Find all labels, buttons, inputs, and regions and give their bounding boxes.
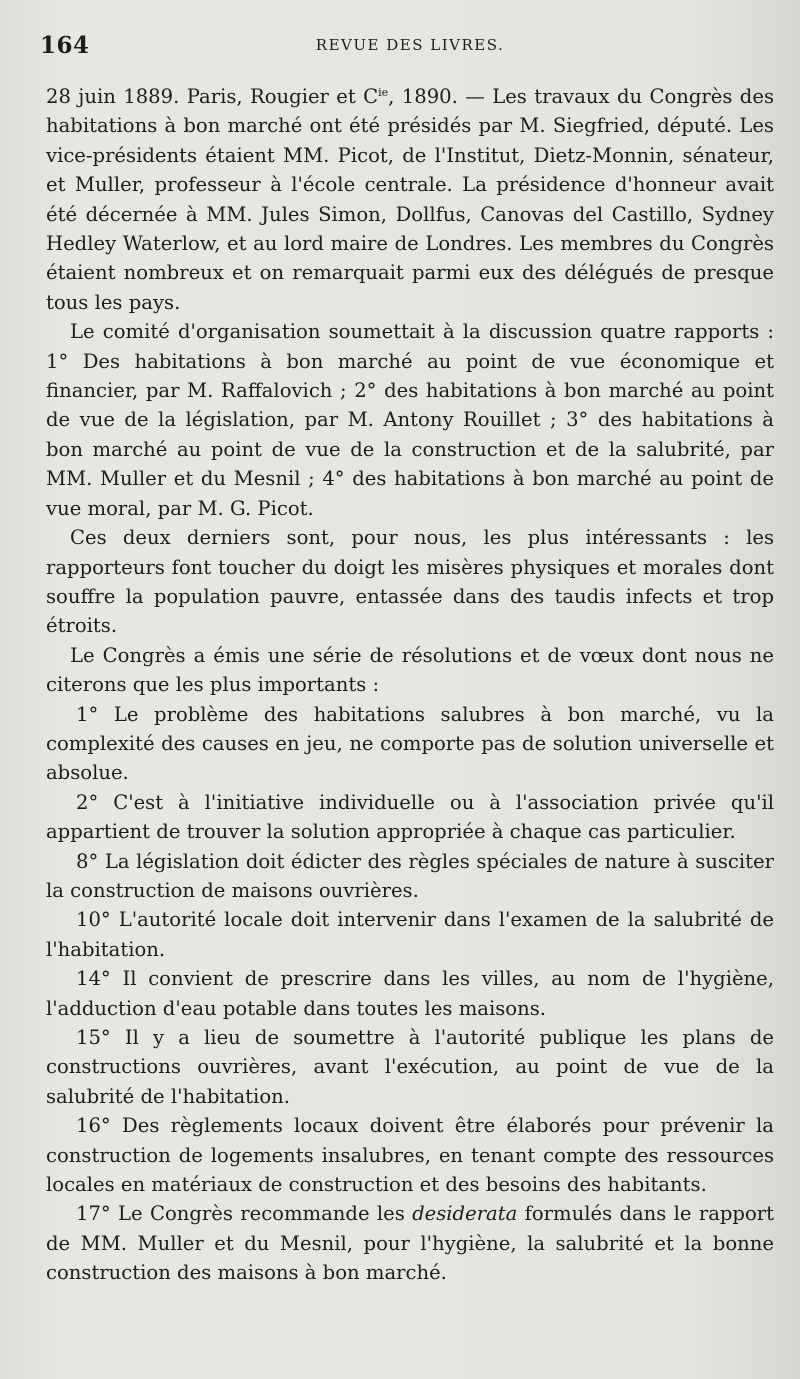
resolution-item: 16° Des règlements locaux doivent être élaborés pour prévenir la construction de logements insalubres, en tenant compte des ressources locales en matériaux de construction et des besoins des habitants. <box>46 1114 774 1197</box>
page-header <box>40 30 774 82</box>
paragraph-resolutions-intro: Le Congrès a émis une série de résolutions et de vœux dont nous ne citerons que les plus importants : <box>46 643 774 697</box>
paragraph-rapporteurs: Ces deux derniers sont, pour nous, les plus intéressants : les rapporteurs font toucher du doigt les misères physiques et morales dont souffre la population pauvre, entassée dans des taudis infects et trop étroits. <box>46 526 774 638</box>
paragraph-continuation: 28 juin 1889. Paris, Rougier et $C^{ie}$, 1890. — Les travaux du Congrès des habitations à bon marché ont été présidés par M. Siegfried, député. Les vice-présidents étaient MM. Picot, de l'Institut, Dietz-Monnin, sénateur, et Muller, professeur à l'école centrale. La présidence d'honneur avait été décernée à MM. Jules Simon, Dollfus, Canovas del Castillo, Sydney Hedley Waterlow, et au lord maire de Londres. Les membres du Congrès étaient nombreux et on remarquait parmi eux des délégués de presque tous les pays. <box>46 85 775 314</box>
paragraph-rapports: Le comité d'organisation soumettait à la discussion quatre rapports : 1° Des habitations à bon marché au point de vue économique et financier, par M. Raffalovich ; 2° des habitations à bon marché au point de vue de la législation, par M. Antony Rouillet ; 3° des habitations à bon marché au point de vue de la construction et de la salubrité, par MM. Muller et du Mesnil ; 4° des habitations à bon marché au point de vue moral, par M. G. Picot. <box>46 320 774 520</box>
resolution-item: 14° Il convient de prescrire dans les villes, au nom de l'hygiène, l'adduction d'eau potable dans toutes les maisons. <box>46 967 774 1020</box>
page-number: 164 <box>40 32 90 59</box>
running-title: REVUE DES LIVRES. <box>315 36 505 54</box>
resolution-item: 10° L'autorité locale doit intervenir dans l'examen de la salubrité de l'habitation. <box>46 908 774 961</box>
resolution-item: 15° Il y a lieu de soumettre à l'autorité publique les plans de constructions ouvrières, avant l'exécution, au point de vue de la salubrité de l'habitation. <box>46 1026 774 1108</box>
resolution-item: 17° Le Congrès recommande les desiderata formulés dans le rapport de MM. Muller et du Mesnil, pour l'hygiène, la salubrité et la bonne construction des maisons à bon marché. <box>46 1202 774 1285</box>
italic-desiderata: desiderata <box>412 1202 518 1226</box>
resolution-item: 8° La législation doit édicter des règles spéciales de nature à susciter la construction de maisons ouvrières. <box>46 849 774 902</box>
resolution-item: 1° Le problème des habitations salubres à bon marché, vu la complexité des causes en jeu, ne comporte pas de solution universelle et absolue. <box>46 702 774 785</box>
superscript-ie: ie <box>378 86 389 99</box>
resolution-item: 2° C'est à l'initiative individuelle ou à l'association privée qu'il appartient de trouver la solution appropriée à chaque cas particulier. <box>46 790 774 844</box>
body-text <box>46 82 774 1288</box>
